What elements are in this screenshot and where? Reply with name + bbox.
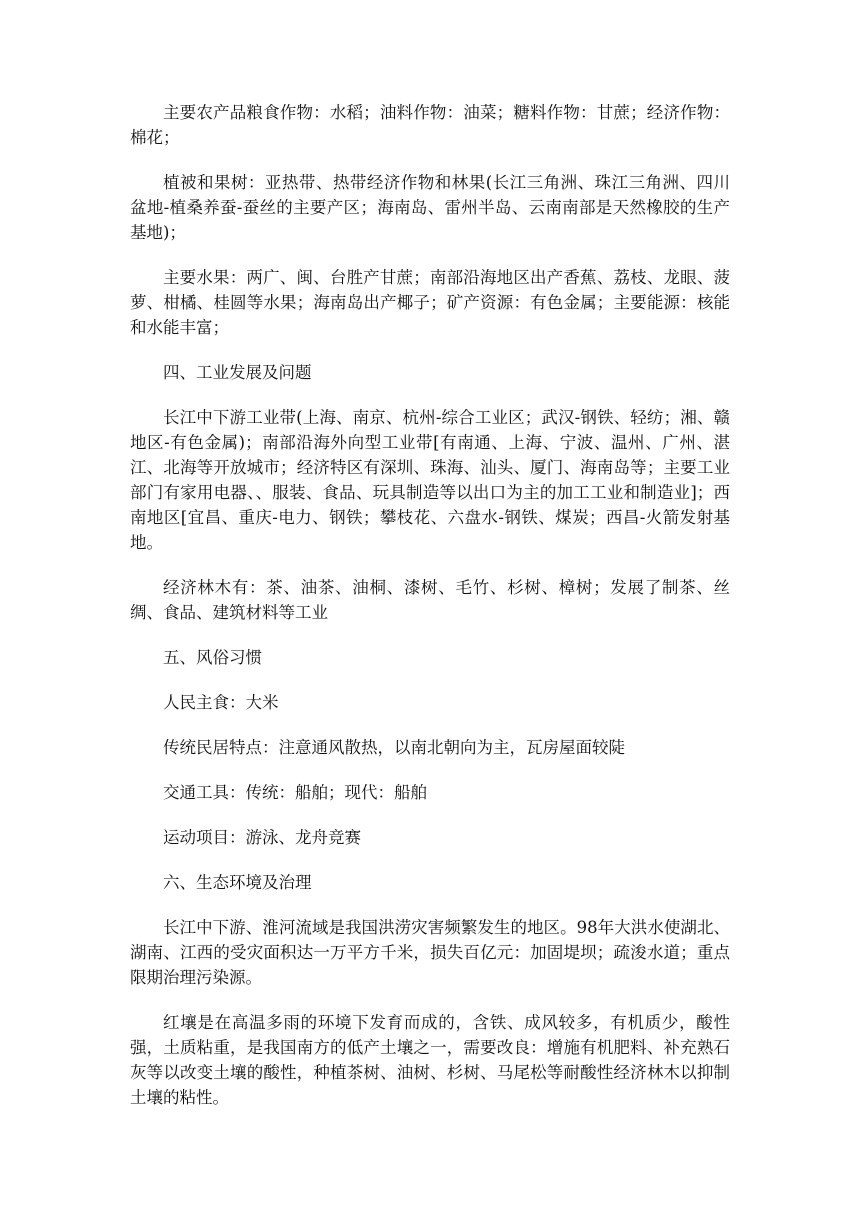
paragraph-red-soil: 红壤是在高温多雨的环境下发育而成的，含铁、成风较多，有机质少，酸性强，土质粘重，是我国南方的低产土壤之一，需要改良：增施有机肥料、补充熟石灰等以改变土壤的酸性，种植茶树、油树、杉树、马尾松等耐酸性经济林木以抑制土壤的粘性。 bbox=[130, 1013, 730, 1107]
paragraph-fruits: 主要水果：两广、闽、台胜产甘蔗；南部沿海地区出产香蕉、荔枝、龙眼、菠萝、柑橘、桂圆等水果；海南岛出产椰子；矿产资源：有色金属；主要能源：核能和水能丰富； bbox=[130, 268, 730, 337]
paragraph-flood: 长江中下游、淮河流域是我国洪涝灾害频繁发生的地区。98年大洪水使湖北、湖南、江西的受灾面积达一万平方千米，损失百亿元：加固堤坝；疏浚水道；重点限期治理污染源。 bbox=[130, 918, 730, 987]
section-heading-customs: 五、风俗习惯 bbox=[163, 648, 262, 667]
section-heading-industry: 四、工业发展及问题 bbox=[163, 363, 312, 382]
section-heading-ecology: 六、生态环境及治理 bbox=[163, 873, 312, 892]
paragraph-transport: 交通工具：传统：船舶；现代：船舶 bbox=[163, 783, 427, 802]
paragraph-sports: 运动项目：游泳、龙舟竞赛 bbox=[163, 828, 361, 847]
paragraph-staple-food: 人民主食：大米 bbox=[163, 693, 279, 712]
paragraph-dwellings: 传统民居特点：注意通风散热，以南北朝向为主，瓦房屋面较陡 bbox=[163, 738, 625, 757]
paragraph-industry-belts: 长江中下游工业带(上海、南京、杭州-综合工业区；武汉-钢铁、轻纺；湘、赣地区-有色金属)；南部沿海外向型工业带[有南通、上海、宁波、温州、广州、湛江、北海等开放城市；经济特区有深圳、珠海、汕头、厦门、海南岛等；主要工业部门有家用电器、、服装、食品、玩具制造等以出口为主的加工工业和制造业]；西南地区[宜昌、重庆-电力、钢铁；攀枝花、六盘水-钢铁、煤炭；西昌-火箭发射基地。 bbox=[130, 408, 730, 552]
paragraph-agriculture: 主要农产品粮食作物：水稻；油料作物：油菜；糖料作物：甘蔗；经济作物：棉花； bbox=[130, 103, 730, 147]
paragraph-economic-forest: 经济林木有：茶、油茶、油桐、漆树、毛竹、杉树、樟树；发展了制茶、丝绸、食品、建筑材料等工业 bbox=[130, 578, 730, 622]
paragraph-vegetation: 植被和果树：亚热带、热带经济作物和林果(长江三角洲、珠江三角洲、四川盆地-植桑养蚕-蚕丝的主要产区；海南岛、雷州半岛、云南南部是天然橡胶的生产基地)； bbox=[130, 173, 730, 242]
